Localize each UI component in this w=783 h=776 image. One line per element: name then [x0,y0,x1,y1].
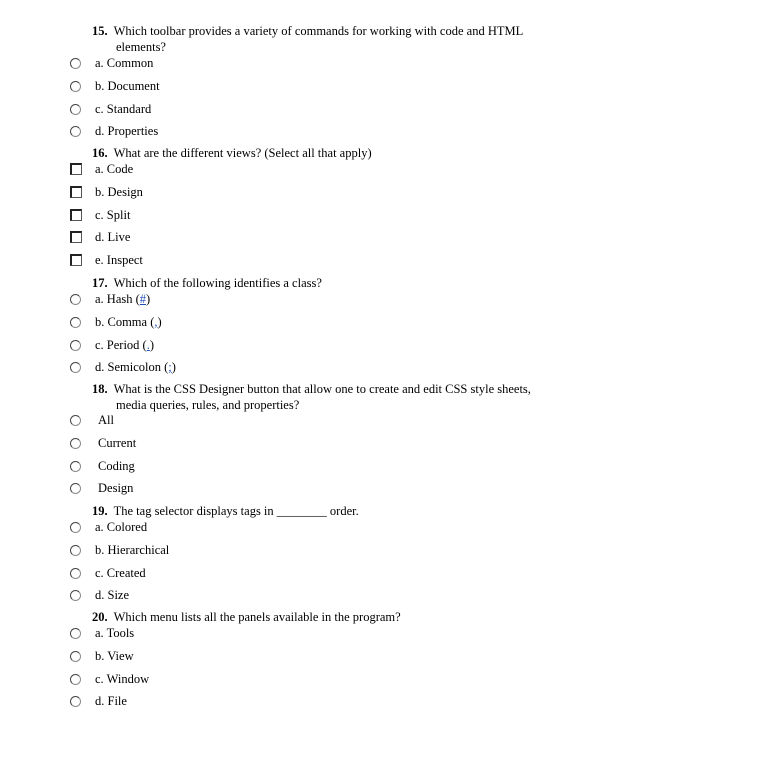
checkbox[interactable] [70,231,82,243]
question-number: 17. [92,276,108,290]
option-label: e. Inspect [95,253,143,267]
option-label: Current [98,436,137,450]
radio-button[interactable] [70,294,81,305]
option-label: c. Split [95,208,131,222]
option-symbol: , [154,315,158,329]
question-19 [92,503,572,519]
radio-button[interactable] [70,651,81,662]
option-symbol: # [139,292,147,306]
radio-button[interactable] [70,461,81,472]
radio-button[interactable] [70,362,81,373]
question-number: 15. [92,24,108,38]
question-20 [92,609,572,625]
question-text: What is the CSS Designer button that allow one to create and edit CSS style sheets, [113,382,531,396]
radio-button[interactable] [70,522,81,533]
option-label: b. Hierarchical [95,543,170,557]
option-suffix: ) [157,315,162,329]
radio-button[interactable] [70,81,81,92]
radio-button[interactable] [70,483,81,494]
option-label: b. View [95,649,134,663]
question-text: Which toolbar provides a variety of commands for working with code and HTML [113,24,524,38]
checkbox[interactable] [70,186,82,198]
option-label: Design [98,481,134,495]
option-symbol: . [146,338,150,352]
option-label: b. Design [95,185,143,199]
radio-button[interactable] [70,590,81,601]
question-15 [92,23,572,55]
radio-button[interactable] [70,126,81,137]
radio-button[interactable] [70,568,81,579]
option-label: d. File [95,694,127,708]
option-label: a. Tools [95,626,135,640]
radio-button[interactable] [70,340,81,351]
option-label: a. Code [95,162,134,176]
question-number: 20. [92,610,108,624]
option-label: d. Properties [95,124,159,138]
radio-button[interactable] [70,104,81,115]
question-number: 18. [92,382,108,396]
option-label: a. Hash ( [95,292,140,306]
option-label: c. Window [95,672,150,686]
option-label: c. Period ( [95,338,147,352]
question-text: Which of the following identifies a class? [113,276,322,290]
radio-button[interactable] [70,415,81,426]
option-label: c. Created [95,566,146,580]
radio-button[interactable] [70,58,81,69]
option-suffix: ) [171,360,176,374]
question-text: What are the different views? (Select all that apply) [113,146,372,160]
radio-button[interactable] [70,674,81,685]
question-18 [92,381,572,413]
option-suffix: ) [149,338,155,352]
checkbox[interactable] [70,209,82,221]
checkbox[interactable] [70,254,82,266]
option-label: c. Standard [95,102,152,116]
option-suffix: ) [146,292,151,306]
option-label: Coding [98,459,135,473]
option-label: d. Semicolon ( [95,360,169,374]
radio-button[interactable] [70,317,81,328]
option-label: a. Colored [95,520,148,534]
question-text-continued: elements? [116,40,166,54]
question-16 [92,145,572,161]
question-number: 16. [92,146,108,160]
question-text-continued: media queries, rules, and properties? [116,398,300,412]
radio-button[interactable] [70,628,81,639]
radio-button[interactable] [70,545,81,556]
option-label: a. Common [95,56,154,70]
option-label: d. Size [95,588,130,602]
radio-button[interactable] [70,696,81,707]
option-label: All [98,413,114,427]
checkbox[interactable] [70,163,82,175]
option-label: b. Document [95,79,160,93]
question-text: The tag selector displays tags in ________ order. [113,504,359,518]
question-number: 19. [92,504,108,518]
option-label: d. Live [95,230,131,244]
question-17 [92,275,572,291]
option-symbol: ; [168,360,172,374]
radio-button[interactable] [70,438,81,449]
option-label: b. Comma ( [95,315,155,329]
question-text: Which menu lists all the panels available in the program? [113,610,401,624]
